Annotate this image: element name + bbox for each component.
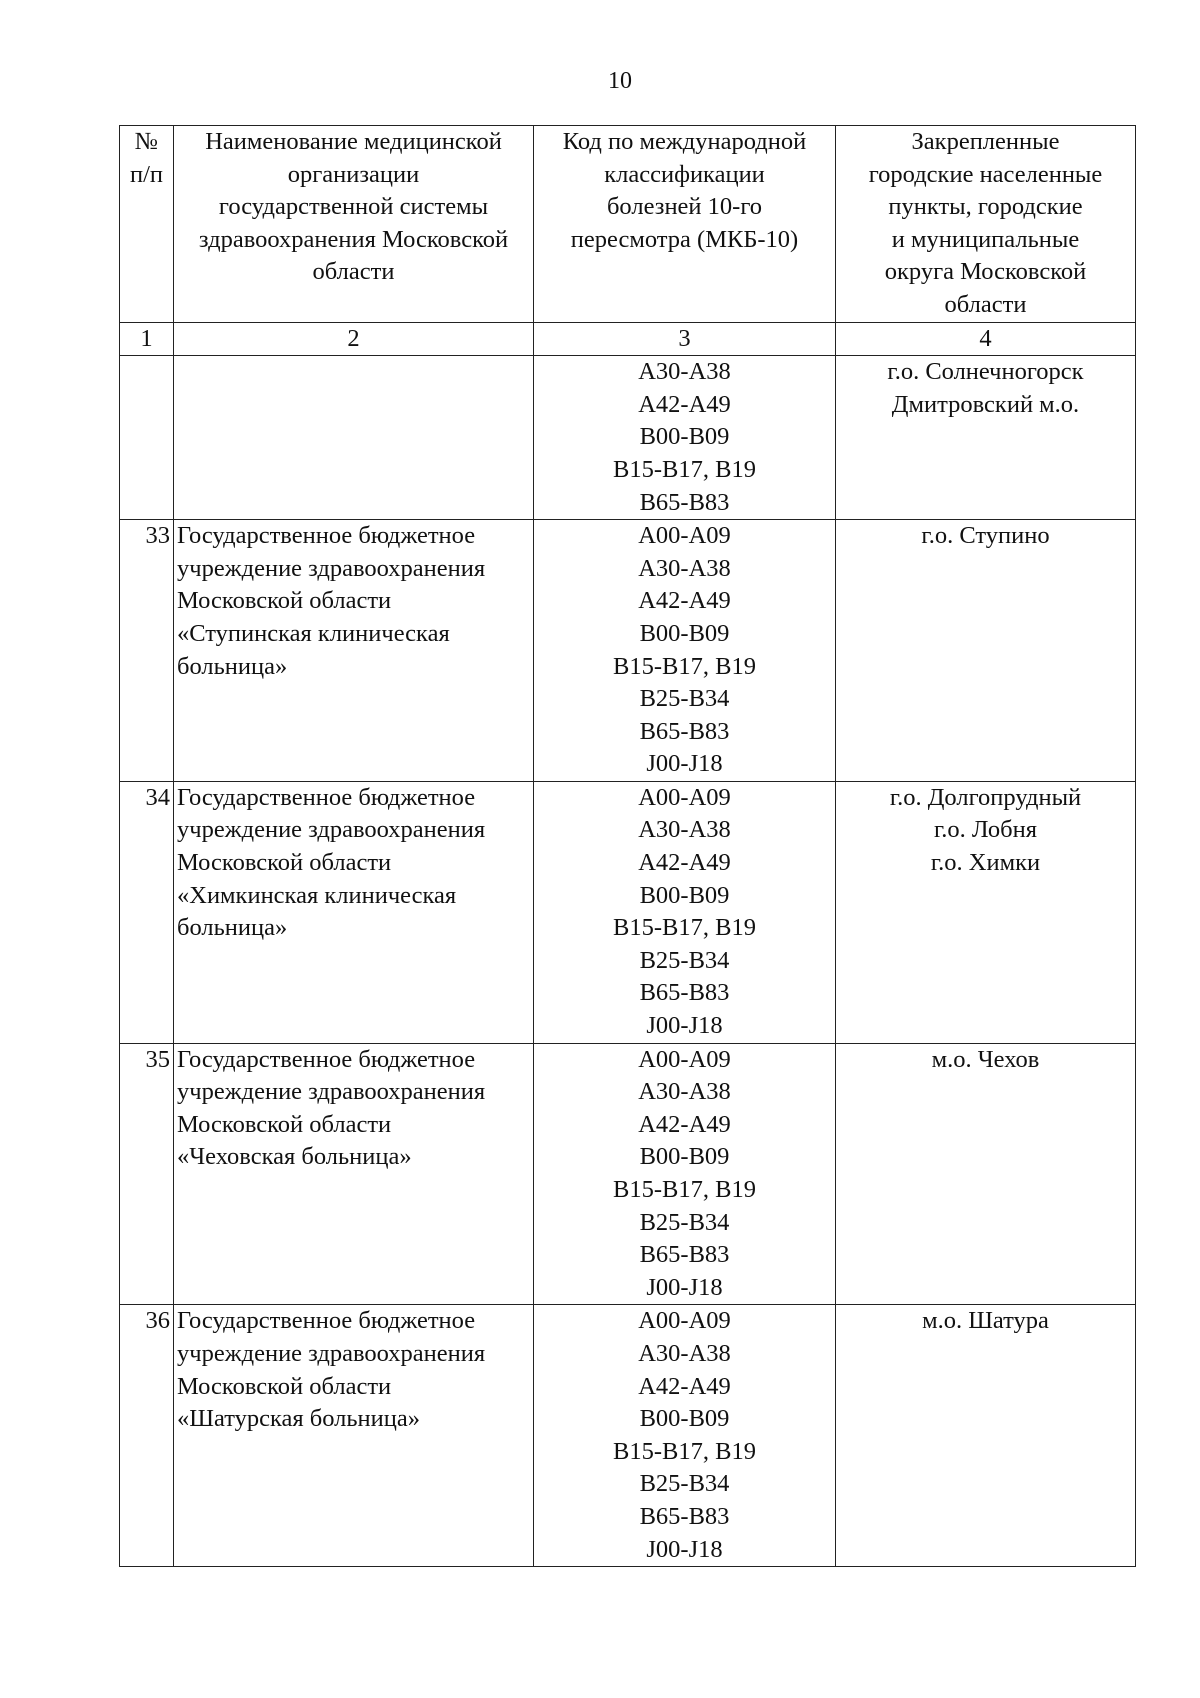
text-line: г.о. Солнечногорск <box>887 358 1084 386</box>
text-line: В25-В34 <box>639 1470 730 1498</box>
text-line: г.о. Лобня <box>933 816 1037 844</box>
text-line: В15-В17, В19 <box>613 652 756 680</box>
table-row <box>120 781 1136 1043</box>
text-line: больница» <box>177 652 288 680</box>
text-line: А30-А38 <box>638 816 731 844</box>
text-line: «Чеховская больница» <box>177 1143 412 1171</box>
text-line: В25-В34 <box>639 1208 730 1236</box>
text-line: учреждение здравоохранения <box>177 816 486 844</box>
text-line: учреждение здравоохранения <box>177 1339 486 1367</box>
text-line: А00-А09 <box>638 1307 731 1335</box>
text-line: J00-J18 <box>646 1012 723 1040</box>
table-row <box>120 1043 1136 1305</box>
row-number: 33 <box>120 520 174 782</box>
text-line: «Шатурская больница» <box>177 1405 421 1433</box>
text-line: м.о. Шатура <box>922 1307 1049 1335</box>
assigned-areas <box>836 1043 1136 1305</box>
row-number: 36 <box>120 1305 174 1567</box>
text-line: м.о. Чехов <box>931 1045 1040 1073</box>
text-line: А30-А38 <box>638 1078 731 1106</box>
assigned-areas <box>836 356 1136 520</box>
row-number: 34 <box>120 781 174 1043</box>
table-body <box>120 356 1136 1567</box>
text-line: Государственное бюджетное <box>177 1307 476 1335</box>
text-line: В65-В83 <box>639 717 730 745</box>
text-line: округа Московской <box>884 258 1087 286</box>
text-line: В00-В09 <box>639 423 730 451</box>
text-line: Московской области <box>177 587 392 615</box>
text-line: классификации <box>604 160 765 188</box>
text-line: J00-J18 <box>646 750 723 778</box>
text-line: Московской области <box>177 1110 392 1138</box>
text-line: В15-В17, В19 <box>613 1176 756 1203</box>
table-row <box>120 520 1136 782</box>
row-number <box>120 356 174 520</box>
header-row <box>120 126 1136 323</box>
text-line: В25-В34 <box>639 685 730 713</box>
text-line: А42-А49 <box>638 1372 731 1400</box>
text-line: Закрепленные <box>911 128 1060 155</box>
text-line: Наименование медицинской <box>205 128 502 155</box>
header-number <box>120 126 174 323</box>
table-row <box>120 1305 1136 1567</box>
text-line: области <box>944 290 1027 318</box>
text-line: городские населенные <box>868 160 1103 188</box>
text-line: Государственное бюджетное <box>177 522 476 550</box>
text-line: А30-А38 <box>638 1339 731 1367</box>
text-line: пересмотра (МКБ-10) <box>570 225 799 253</box>
text-line: В65-В83 <box>639 1502 730 1530</box>
text-line: Государственное бюджетное <box>177 783 476 811</box>
text-line: В00-В09 <box>639 1405 730 1433</box>
text-line: Дмитровский м.о. <box>891 390 1080 418</box>
column-index: 2 <box>174 322 534 356</box>
text-line: № <box>134 128 159 155</box>
text-line: здравоохранения Московской <box>198 225 509 253</box>
header-icd-codes <box>534 126 836 323</box>
icd-codes <box>534 356 836 520</box>
organization-name <box>174 356 534 520</box>
text-line: болезней 10-го <box>606 193 763 221</box>
page-number: 10 <box>608 68 632 94</box>
text-line: В15-В17, В19 <box>613 914 756 942</box>
icd-codes <box>534 520 836 782</box>
text-line: В00-В09 <box>639 619 730 647</box>
text-line: А30-А38 <box>638 358 731 386</box>
text-line: «Химкинская клиническая <box>177 881 457 909</box>
text-line: В65-В83 <box>639 1241 730 1269</box>
text-line: В65-В83 <box>639 979 730 1007</box>
hospital-assignment-table <box>119 125 1136 1567</box>
icd-codes <box>534 1043 836 1305</box>
text-line: А00-А09 <box>638 522 731 550</box>
text-line: В25-В34 <box>639 946 730 974</box>
assigned-areas <box>836 781 1136 1043</box>
text-line: Код по международной <box>562 128 807 155</box>
text-line: области <box>312 258 395 286</box>
text-line: А42-А49 <box>638 390 731 418</box>
organization-name <box>174 1043 534 1305</box>
text-line: В00-В09 <box>639 881 730 909</box>
text-line: учреждение здравоохранения <box>177 554 486 582</box>
text-line: В15-В17, В19 <box>613 1437 756 1465</box>
text-line: г.о. Ступино <box>921 522 1050 550</box>
text-line: В65-В83 <box>639 488 730 516</box>
table-row <box>120 356 1136 520</box>
column-index: 4 <box>836 322 1136 356</box>
assigned-areas <box>836 520 1136 782</box>
text-line: государственной системы <box>218 193 489 221</box>
assigned-areas <box>836 1305 1136 1567</box>
organization-name <box>174 781 534 1043</box>
text-line: А00-А09 <box>638 1045 731 1073</box>
icd-codes <box>534 781 836 1043</box>
text-line: г.о. Химки <box>930 849 1041 877</box>
text-line: г.о. Долгопрудный <box>889 783 1082 811</box>
header-organization <box>174 126 534 323</box>
text-line: В15-В17, В19 <box>613 455 756 483</box>
text-line: и муниципальные <box>891 225 1080 253</box>
icd-codes <box>534 1305 836 1567</box>
organization-name <box>174 1305 534 1567</box>
text-line: J00-J18 <box>646 1535 723 1563</box>
text-line: В00-В09 <box>639 1143 730 1171</box>
text-line: организации <box>287 160 420 188</box>
text-line: Московской области <box>177 849 392 877</box>
text-line: А30-А38 <box>638 554 731 582</box>
column-index: 3 <box>534 322 836 356</box>
text-line: учреждение здравоохранения <box>177 1078 486 1106</box>
column-index: 1 <box>120 322 174 356</box>
text-line: Государственное бюджетное <box>177 1045 476 1073</box>
text-line: J00-J18 <box>646 1273 723 1301</box>
text-line: п/п <box>129 160 164 188</box>
row-number: 35 <box>120 1043 174 1305</box>
column-index-row <box>120 322 1136 356</box>
text-line: больница» <box>177 914 288 942</box>
text-line: пункты, городские <box>888 193 1083 221</box>
text-line: А42-А49 <box>638 587 731 615</box>
text-line: А42-А49 <box>638 1110 731 1138</box>
organization-name <box>174 520 534 782</box>
text-line: Московской области <box>177 1372 392 1400</box>
text-line: А42-А49 <box>638 849 731 877</box>
text-line: А00-А09 <box>638 783 731 811</box>
text-line: «Ступинская клиническая <box>177 619 450 647</box>
header-assigned-areas <box>836 126 1136 323</box>
